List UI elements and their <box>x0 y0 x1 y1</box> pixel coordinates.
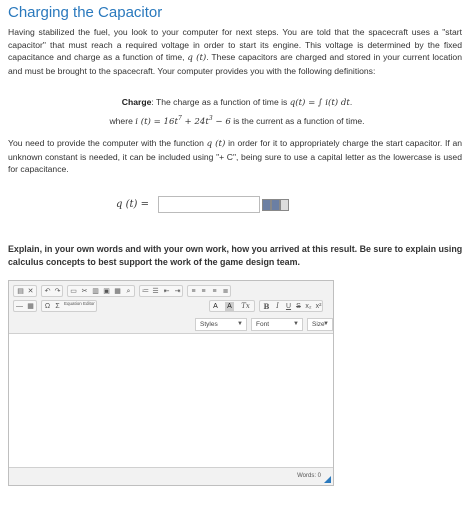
explain-prompt: Explain, in your own words and with your own work, how you arrived at this result. Be sure to explain using calculus concepts to best support the work of the game design team. <box>8 244 463 267</box>
help-document-icon[interactable] <box>280 199 289 211</box>
align-left-icon[interactable]: ≡ <box>191 288 196 295</box>
bullet-list-icon[interactable]: ☰ <box>152 288 159 295</box>
toolbar-group-document <box>13 285 37 297</box>
table-icon[interactable]: ▦ <box>27 303 34 310</box>
horizontal-rule-icon[interactable]: — <box>16 303 23 310</box>
outdent-icon[interactable]: ⇤ <box>163 288 170 295</box>
current-formula-b: + 24t <box>181 117 209 127</box>
justify-icon[interactable]: ≣ <box>222 288 229 295</box>
word-count: Words: 0 <box>297 473 321 479</box>
intro-q-of-t: q (t) <box>187 53 207 64</box>
intro-text: Having stabilized the fuel, you look to your computer for next steps. You are told that the spacecraft uses a "start capacitor" that must reach a required voltage in order to start its engine. This voltage is determined by the fixed capacitance and charge as a function of time, <box>8 27 462 63</box>
answer-row <box>0 196 474 216</box>
equation-tool-icon[interactable] <box>262 199 271 211</box>
charge-label: Charge <box>121 97 152 107</box>
charge-definition: Charge: The charge as a function of time is q(t) = ∫ i(t) dt. <box>121 97 353 108</box>
numbered-list-icon[interactable]: ≔ <box>142 288 149 295</box>
chevron-down-icon: ▼ <box>237 321 243 327</box>
size-dropdown[interactable] <box>307 318 333 331</box>
charge-formula: q(t) = ∫ i(t) dt <box>289 98 350 108</box>
copy-icon[interactable]: ▥ <box>92 288 99 295</box>
current-exp-1: 7 <box>177 115 182 123</box>
current-formula <box>135 117 231 127</box>
page-title: Charging the Capacitor <box>8 4 163 21</box>
underline-icon[interactable]: U <box>285 303 292 310</box>
remove-format-icon[interactable]: Tx <box>241 302 250 310</box>
current-formula-a: i (t) = 16t <box>135 117 178 127</box>
cut-icon[interactable]: ✂ <box>81 288 88 295</box>
intro-rest-text: . These capacitors are charged and stored in your current location and must be brought to the spacecraft. Your computer provides you with the following definitions: <box>8 52 462 76</box>
styles-dropdown[interactable] <box>195 318 247 331</box>
instructions-text: You need to provide the computer with the function <box>8 138 204 148</box>
toolbar-group-align <box>187 285 231 297</box>
answer-tools <box>262 199 290 211</box>
answer-label: q (t) = <box>116 199 149 210</box>
instructions-q-of-t: q (t) <box>206 139 226 149</box>
bold-icon[interactable]: B <box>263 302 270 311</box>
italic-icon[interactable]: I <box>276 302 279 310</box>
font-dropdown[interactable] <box>251 318 303 331</box>
toolbar-group-lists <box>139 285 183 297</box>
background-color-icon[interactable]: A <box>225 302 234 311</box>
intro-paragraph <box>8 26 462 77</box>
chevron-down-icon: ▼ <box>293 321 299 327</box>
equation-editor-button[interactable]: Equation Editor <box>64 301 95 306</box>
font-label: Font <box>256 321 270 328</box>
paste-text-icon[interactable]: ▭ <box>70 288 77 295</box>
subscript-icon[interactable]: x₂ <box>305 303 312 310</box>
current-exp-2: 3 <box>208 115 213 123</box>
editor-toolbar <box>9 281 333 334</box>
superscript-icon[interactable]: x² <box>315 303 322 310</box>
undo-icon[interactable]: ↶ <box>44 288 51 295</box>
answer-input[interactable] <box>158 196 260 213</box>
maximize-icon[interactable]: ✕ <box>27 288 34 295</box>
toolbar-group-symbols <box>41 300 97 312</box>
current-formula-c: − 6 <box>212 117 231 127</box>
align-right-icon[interactable]: ≡ <box>212 288 217 295</box>
chevron-down-icon: ▼ <box>323 321 329 327</box>
toolbar-group-text-style <box>259 300 323 312</box>
editor-content-area[interactable] <box>9 334 333 468</box>
indent-icon[interactable]: ⇥ <box>174 288 181 295</box>
omega-icon[interactable]: Ω <box>44 303 51 310</box>
toolbar-group-history <box>41 285 63 297</box>
toolbar-group-clipboard <box>67 285 135 297</box>
editor-status-bar <box>9 468 333 485</box>
preview-tool-icon[interactable] <box>271 199 280 211</box>
text-color-icon[interactable]: A <box>213 303 218 310</box>
strikethrough-icon[interactable]: S <box>296 303 301 310</box>
find-icon[interactable]: ⌕ <box>126 288 131 295</box>
redo-icon[interactable]: ↷ <box>54 288 61 295</box>
toolbar-group-insert <box>13 300 37 312</box>
rich-text-editor <box>8 280 334 486</box>
instructions-paragraph <box>8 137 462 176</box>
paste-word-icon[interactable]: ▦ <box>114 288 121 295</box>
paste-icon[interactable]: ▣ <box>103 288 110 295</box>
align-center-icon[interactable]: ≡ <box>201 288 206 295</box>
current-post: is the current as a function of time. <box>233 116 365 126</box>
toolbar-group-colors <box>209 300 255 312</box>
current-definition <box>0 115 474 128</box>
current-pre: where <box>109 116 133 126</box>
charge-definition-text: : The charge as a function of time is <box>151 97 288 107</box>
sigma-icon[interactable]: Σ <box>55 303 60 310</box>
source-icon[interactable]: ▤ <box>17 288 24 295</box>
styles-label: Styles <box>200 321 218 328</box>
resize-handle-icon[interactable] <box>324 476 331 483</box>
size-label: Size <box>312 321 325 328</box>
instructions-rest-text: in order for it to appropriately charge the start capacitor. If an unknown constant is needed, it can be included using "+ C", being sure to use a capital letter as the lowercase is used for capacitance. <box>8 138 463 175</box>
